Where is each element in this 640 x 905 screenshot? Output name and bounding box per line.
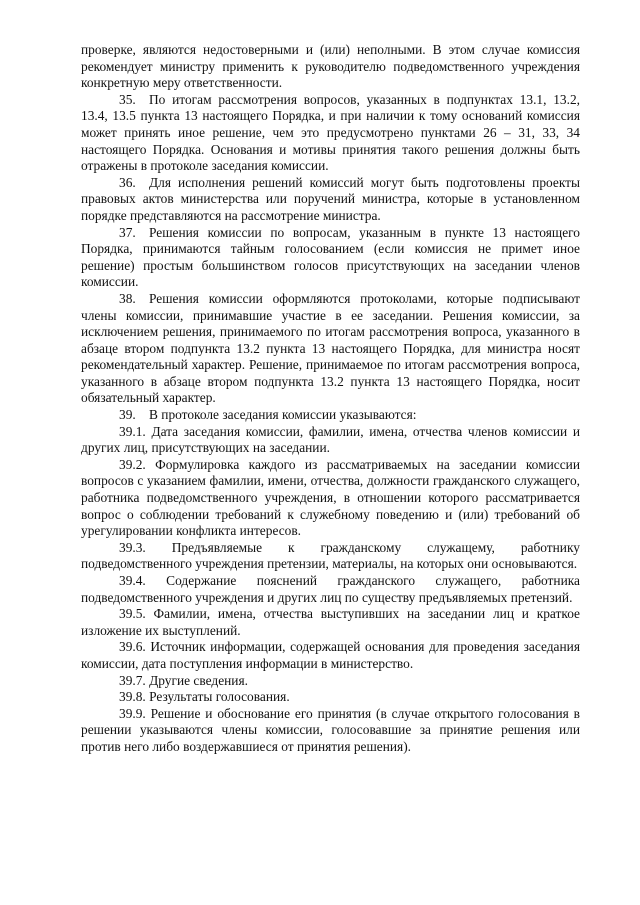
paragraph-39-3 bbox=[81, 540, 580, 573]
paragraph-36 bbox=[81, 175, 580, 225]
paragraph-text: Решения комиссии по вопросам, указанным в пункте 13 настоящего Порядка, принимаются тайным голосованием (если комиссия не примет иное решение) простым большинством голосов присутствующих на заседании членов комиссии. bbox=[81, 224, 580, 290]
paragraph-39-1 bbox=[81, 424, 580, 457]
paragraph-number: 35. bbox=[119, 91, 136, 107]
paragraph-text: По итогам рассмотрения вопросов, указанных в подпунктах 13.1, 13.2, 13.4, 13.5 пункта 13 настоящего Порядка, и при наличии к тому оснований комиссия может принять иное решение, чем это предусмотрено пунктами 26 – 31, 33, 34 настоящего Порядка. Основания и мотивы принятия такого решения должны быть отражены в протоколе заседания комиссии. bbox=[81, 91, 580, 174]
paragraph-39-2 bbox=[81, 457, 580, 540]
paragraph-text: 39.4. Содержание пояснений гражданского служащего, работника подведомственного учреждения и других лиц по существу предъявляемых претензий. bbox=[81, 573, 580, 605]
paragraph-35 bbox=[81, 92, 580, 175]
paragraph-39-8 bbox=[81, 689, 580, 706]
paragraph-number: 36. bbox=[119, 174, 136, 190]
paragraph-37 bbox=[81, 225, 580, 291]
paragraph-text: проверке, являются недостоверными и (или) неполными. В этом случае комиссия рекомендует министру применить к руководителю подведомственного учреждения конкретную меру ответственности. bbox=[81, 42, 580, 91]
paragraph-number: 38. bbox=[119, 290, 136, 306]
document-page bbox=[81, 42, 580, 756]
paragraph-38 bbox=[81, 291, 580, 407]
paragraph-39 bbox=[81, 407, 580, 424]
paragraph-continuation bbox=[81, 42, 580, 92]
paragraph-text: 39.5. Фамилии, имена, отчества выступивших на заседании лиц и краткое изложение их выступлений. bbox=[81, 606, 580, 638]
paragraph-text: 39.3. Предъявляемые к гражданскому служащему, работнику подведомственного учреждения претензии, материалы, на которых они основываются. bbox=[81, 539, 580, 572]
paragraph-text: В протоколе заседания комиссии указываются: bbox=[149, 407, 417, 423]
paragraph-text: 39.9. Решение и обоснование его принятия (в случае открытого голосования в решении указываются члены комиссии, голосовавшие за принятие решения или против него либо воздержавшиеся от принятия решения). bbox=[81, 705, 580, 754]
paragraph-text: 39.7. Другие сведения. bbox=[119, 672, 248, 688]
paragraph-39-7 bbox=[81, 673, 580, 690]
paragraph-text: 39.6. Источник информации, содержащей основания для проведения заседания комиссии, дата поступления информации в министерство. bbox=[81, 639, 580, 671]
paragraph-number: 37. bbox=[119, 224, 136, 240]
paragraph-39-4 bbox=[81, 573, 580, 606]
paragraph-text: Решения комиссии оформляются протоколами, которые подписывают члены комиссии, принимавшие участие в ее заседании. Решения комиссии, за исключением решения, принимаемого по итогам рассмотрения вопроса, указанного в абзаце втором подпункта 13.2 пункта 13 настоящего Порядка, для министра носят рекомендательный характер. Решение, принимаемое по итогам рассмотрения вопроса, указанного в абзаце втором подпункта 13.2 пункта 13 настоящего Порядка, носит обязательный характер. bbox=[81, 290, 580, 406]
paragraph-text: 39.2. Формулировка каждого из рассматриваемых на заседании комиссии вопросов с указанием фамилии, имени, отчества, должности гражданского служащего, работника подведомственного учреждения, в отношении которого рассматривается вопрос о соблюдении требований к служебному поведению и (или) требований об урегулировании конфликта интересов. bbox=[81, 456, 580, 539]
paragraph-39-9 bbox=[81, 706, 580, 756]
paragraph-text: 39.8. Результаты голосования. bbox=[119, 689, 290, 705]
paragraph-39-5 bbox=[81, 606, 580, 639]
paragraph-text: 39.1. Дата заседания комиссии, фамилии, имена, отчества членов комиссии и других лиц, присутствующих на заседании. bbox=[81, 423, 580, 456]
paragraph-39-6 bbox=[81, 639, 580, 672]
paragraph-number: 39. bbox=[119, 407, 136, 423]
paragraph-text: Для исполнения решений комиссий могут быть подготовлены проекты правовых актов министерства или поручений министра, которые в установленном порядке представляются на рассмотрение министра. bbox=[81, 174, 580, 223]
